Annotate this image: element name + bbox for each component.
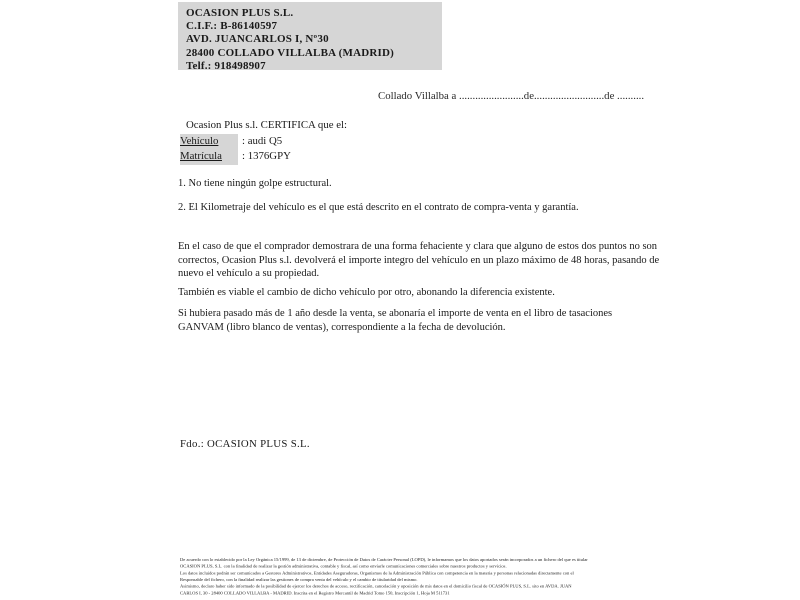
date-line: Collado Villalba a ........................de..........................de .......... <box>378 90 645 102</box>
legal-line-6: CARLOS I, 30 - 28400 COLLADO VILLALBA - MADRID. Inscrita en el Registro Mercantil de Madrid Tomo 150, Inscripción 1, Hoja M 511731 <box>180 590 450 596</box>
plate-label: Matrícula <box>180 149 238 165</box>
legal-line-1: De acuerdo con lo establecido por la Ley Orgánica 15/1999, de 13 de diciembre, de Protección de Datos de Carácter Personal (LOPD), le informamos que los datos aportados serán incorporados a un fichero del que es titular <box>180 557 588 563</box>
legal-notice <box>180 557 625 599</box>
certify-intro: Ocasion Plus s.l. CERTIFICA que el: <box>186 119 348 131</box>
vehicle-row <box>180 134 347 150</box>
plate-value: : 1376GPY <box>242 150 291 162</box>
legal-line-5: Asimismo, declaro haber sido informado de la posibilidad de ejercer los derechos de acceso, rectificación, cancelación y oposición de mis datos en el domicilio fiscal de OCASIÓN PLUS, S.L. sito en AVDA. JUAN <box>180 584 572 589</box>
company-phone: Telf.: 918498907 <box>186 59 266 72</box>
company-cif: C.I.F.: B-86140597 <box>186 20 278 33</box>
numbered-point-1: 1. No tiene ningún golpe estructural. <box>178 178 332 189</box>
company-city: 28400 COLLADO VILLALBA (MADRID) <box>186 46 394 59</box>
legal-line-4: Responsable del fichero, con la finalidad realizar las gestiones de compra venta del vehículo y el cambio de titularidad del mismo. <box>180 577 418 583</box>
paragraph-refund: En el caso de que el comprador demostrara de una forma fehaciente y clara que alguno de estos dos puntos no son correctos, Ocasion Plus s.l. devolverá el importe integro del vehículo en un plazo máximo de 48 horas, pasando de nuevo el vehículo a su propiedad. <box>178 241 660 280</box>
company-address: AVD. JUANCARLOS I, Nº30 <box>186 33 329 46</box>
certify-section <box>180 118 347 165</box>
vehicle-value: : audi Q5 <box>242 134 283 147</box>
plate-row <box>180 149 347 165</box>
numbered-point-2: 2. El Kilometraje del vehículo es el que está descrito en el contrato de compra-venta y garantía. <box>178 202 579 213</box>
vehicle-label: Vehículo <box>180 134 238 150</box>
company-header-block <box>178 2 442 70</box>
legal-line-3: Los datos incluidos podrán ser comunicados a Gestores Administrativos, Entidades Aseguradoras, Organismos de la Administración Pública con competencia en la materia y personas relacionadas directamente con el <box>180 570 574 576</box>
signature-line: Fdo.: OCASION PLUS S.L. <box>180 438 310 450</box>
company-name: OCASION PLUS S.L. <box>186 7 294 19</box>
legal-notice-text <box>180 557 625 597</box>
legal-line-2: OCASION PLUS, S.L. con la finalidad de realizar la gestión administrativa, contable y fiscal, así como enviarle comunicaciones comerciales sobre nuestros productos y servicios. <box>180 564 507 569</box>
paragraph-ganvam: Si hubiera pasado más de 1 año desde la venta, se abonaría el importe de venta en el libro de tasaciones GANVAM (libro blanco de ventas), correspondiente a la fecha de devolución. <box>178 308 613 333</box>
paragraph-exchange: También es viable el cambio de dicho vehículo por otro, abonando la diferencia existente. <box>178 287 555 298</box>
